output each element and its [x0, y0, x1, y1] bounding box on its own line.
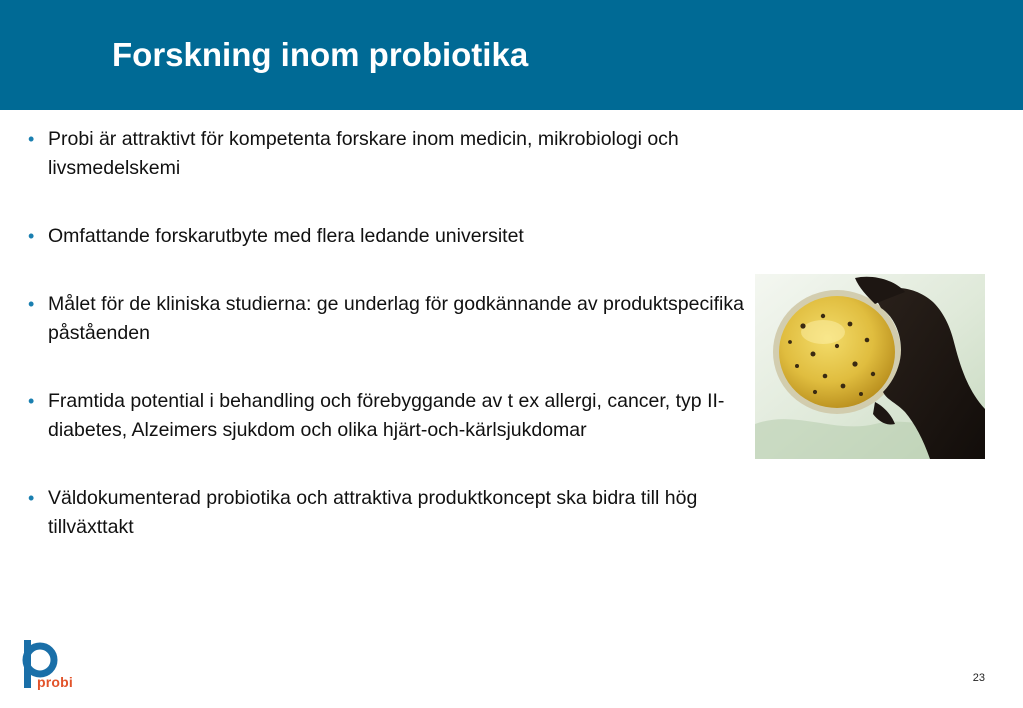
bullet-text: Probi är attraktivt för kompetenta forskare inom medicin, mikrobiologi och livsmedelskemi: [48, 128, 679, 179]
bullet-marker: •: [28, 226, 35, 246]
bullet-text: Omfattande forskarutbyte med flera ledande universitet: [48, 225, 524, 247]
bullet-item: [28, 484, 748, 542]
bullet-marker: •: [28, 129, 35, 149]
bullet-item: [28, 125, 748, 183]
bullet-text: Framtida potential i behandling och förebyggande av t ex allergi, cancer, typ II-diabetes, Alzeimers sjukdom och olika hjärt-och-kärlsjukdomar: [48, 390, 725, 441]
bullet-text: Väldokumenterad probiotika och attraktiva produktkoncept ska bidra till hög tillväxttakt: [48, 487, 698, 538]
bullet-item: [28, 290, 748, 348]
bullet-item: [28, 222, 748, 251]
bullet-list: [28, 125, 748, 581]
bullet-marker: •: [28, 294, 35, 314]
bullet-marker: •: [28, 488, 35, 508]
slide-title: Forskning inom probiotika: [112, 36, 529, 73]
page-number: 23: [972, 672, 985, 684]
bullet-marker: •: [28, 391, 35, 411]
bullet-text: Målet för de kliniska studierna: ge underlag för godkännande av produktspecifika påståenden: [48, 293, 744, 344]
logo-text: probi: [37, 674, 73, 690]
title-bar: [0, 0, 1023, 110]
petri-dish-photo: [755, 274, 985, 459]
bullet-item: [28, 387, 748, 445]
